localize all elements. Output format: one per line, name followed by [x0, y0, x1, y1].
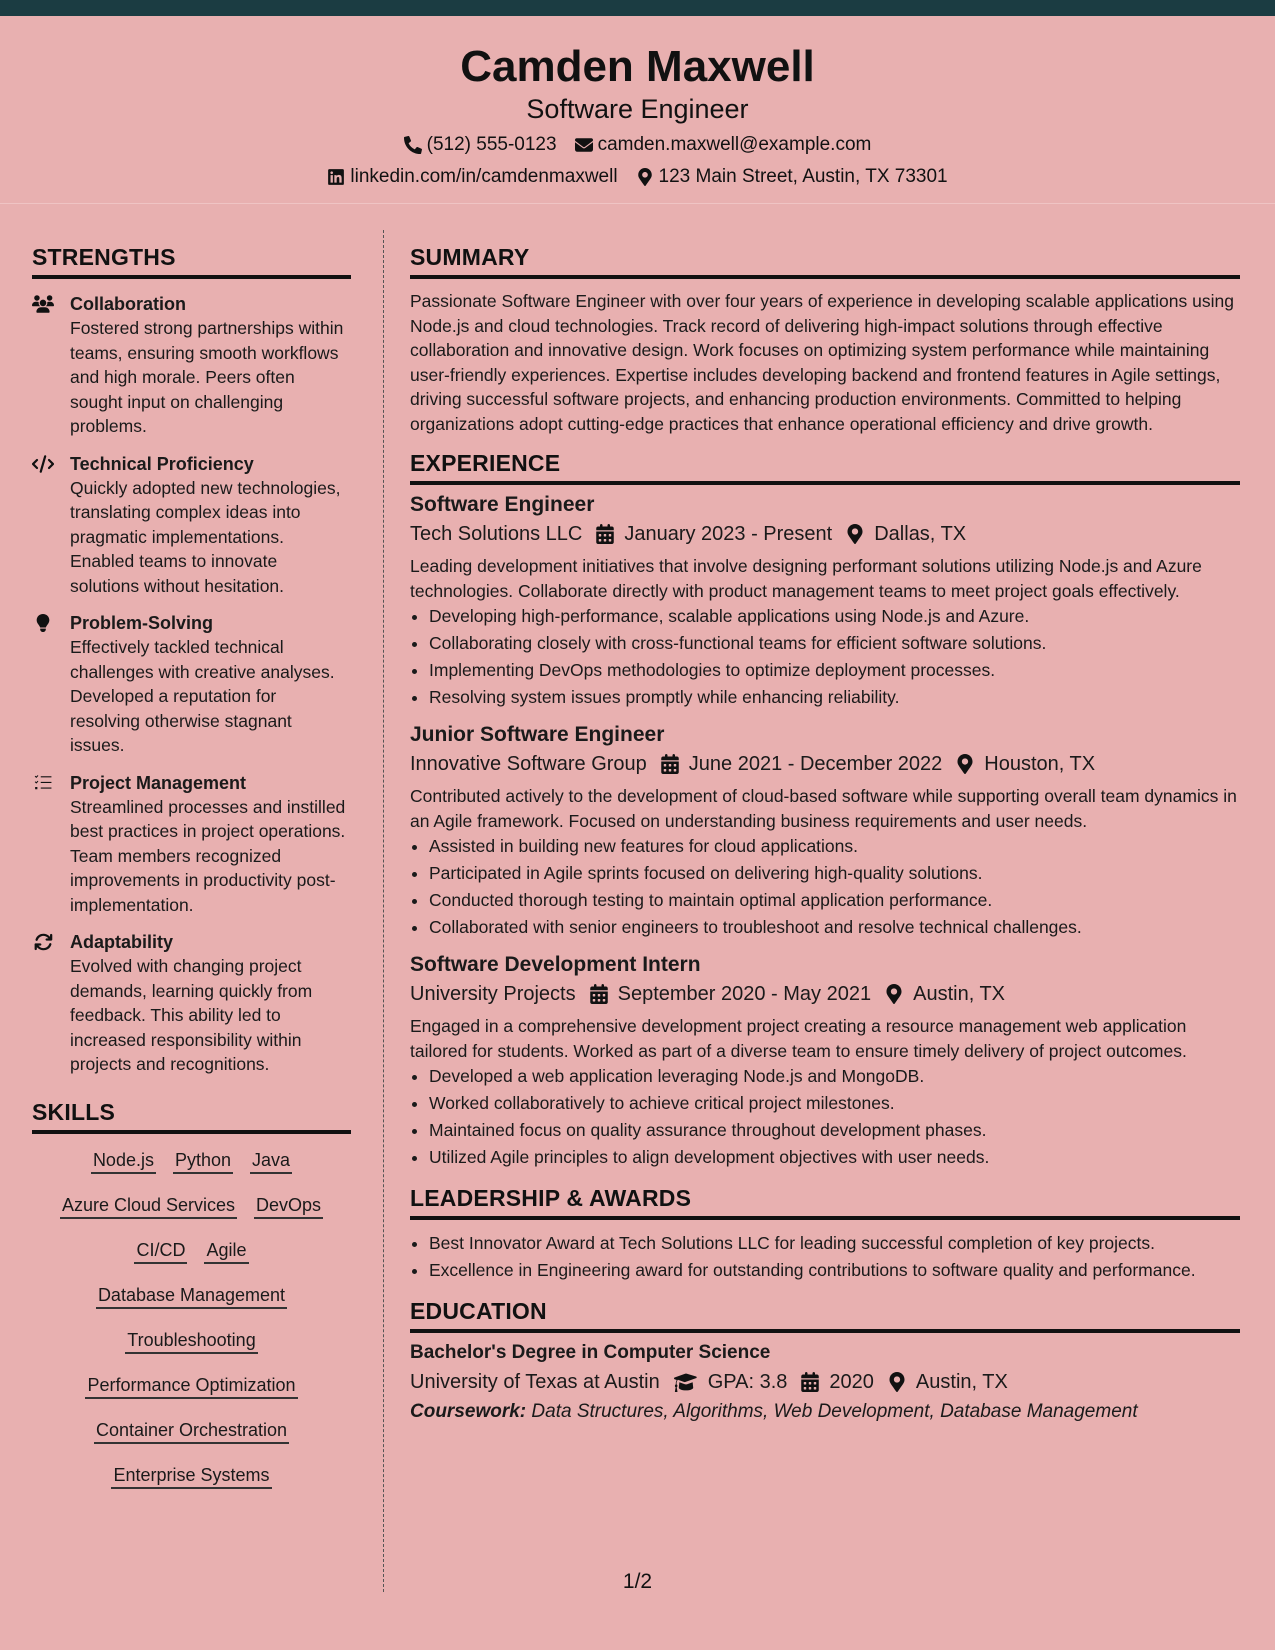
skill-tag: Container Orchestration: [94, 1418, 289, 1444]
header-divider: [0, 203, 1275, 204]
school-name: University of Texas at Austin: [410, 1371, 660, 1393]
skill-line: [32, 1193, 351, 1238]
skill-tag: Enterprise Systems: [111, 1463, 271, 1489]
candidate-name: Camden Maxwell: [460, 42, 815, 91]
strength-item: [32, 930, 351, 1077]
map-pin-icon: [888, 1372, 906, 1392]
award-item: • Excellence in Engineering award for outstanding contributions to software quality and performance.: [429, 1257, 1240, 1284]
strength-desc: Evolved with changing project demands, learning quickly from feedback. This ability led to increased responsibility within projects and recognitions.: [70, 956, 313, 1074]
map-pin-icon: [885, 984, 903, 1004]
contact-row-2: [0, 166, 1275, 188]
education-heading: EDUCATION: [410, 1298, 1240, 1333]
award-item: • Best Innovator Award at Tech Solutions LLC for leading successful completion of key projects.: [429, 1230, 1240, 1257]
awards-heading: LEADERSHIP & AWARDS: [410, 1185, 1240, 1220]
job-title: Software Development Intern: [410, 953, 701, 976]
strength-item: [32, 771, 351, 918]
skill-tag: Azure Cloud Services: [60, 1193, 237, 1219]
skill-tag: DevOps: [254, 1193, 323, 1219]
job-title: Software Engineer: [410, 493, 595, 516]
calendar-icon: [801, 1372, 819, 1392]
skill-tag: Troubleshooting: [125, 1328, 257, 1354]
candidate-title: Software Engineer: [526, 94, 749, 124]
coursework-label: Coursework:: [410, 1401, 527, 1422]
job-description: Engaged in a comprehensive development project creating a resource management web application tailored for students. Worked as part of a diverse team to ensure timely delivery of project outcomes.: [410, 1016, 1187, 1061]
job-bullet: • Collaborated with senior engineers to troubleshoot and resolve technical challenges.: [429, 914, 1240, 941]
strength-item: [32, 292, 351, 439]
experience-heading: EXPERIENCE: [410, 450, 1240, 485]
job-description: Leading development initiatives that involve designing performant solutions utilizing Node.js and Azure technologies. Collaborate directly with product management teams to meet project goals effectively.: [410, 556, 1202, 601]
right-column: [410, 244, 1240, 1427]
strengths-heading: STRENGTHS: [32, 244, 351, 279]
strength-item: [32, 611, 351, 758]
skill-tag: Database Management: [96, 1283, 287, 1309]
education-meta: [410, 1367, 1240, 1397]
degree-title: Bachelor's Degree in Computer Science: [410, 1342, 771, 1363]
calendar-icon: [661, 754, 679, 774]
graduation-cap-icon: [674, 1372, 698, 1392]
job-title: Junior Software Engineer: [410, 723, 665, 746]
job-entry: [410, 491, 1240, 711]
email-contact[interactable]: [575, 134, 872, 156]
email-text: camden.maxwell@example.com: [597, 134, 872, 155]
strength-desc: Fostered strong partnerships within teams, ensuring smooth workflows and high morale. Peers often sought input on challenging problems.: [70, 318, 344, 436]
left-column: [32, 244, 351, 1508]
skill-line: [32, 1238, 351, 1283]
job-location: Houston, TX: [984, 753, 1096, 775]
tasks-icon: [32, 774, 54, 792]
skills-heading: SKILLS: [32, 1099, 351, 1134]
envelope-icon: [575, 136, 593, 154]
skill-line: [32, 1283, 351, 1328]
map-pin-icon: [636, 168, 654, 186]
company-name: Tech Solutions LLC: [410, 523, 583, 545]
phone-text: (512) 555-0123: [426, 134, 557, 155]
job-bullet: • Assisted in building new features for cloud applications.: [429, 833, 1240, 860]
linkedin-text: linkedin.com/in/camdenmaxwell: [350, 166, 618, 187]
coursework-text: Data Structures, Algorithms, Web Development, Database Management: [531, 1401, 1138, 1422]
job-meta: [410, 749, 1240, 779]
address-text: 123 Main Street, Austin, TX 73301: [658, 166, 948, 187]
job-dates: September 2020 - May 2021: [617, 983, 872, 1005]
job-location: Dallas, TX: [874, 523, 967, 545]
strength-desc: Streamlined processes and instilled best practices in project operations. Team members recognized improvements in productivity post-implementation.: [70, 796, 346, 915]
skill-line: [32, 1148, 351, 1193]
job-meta: [410, 979, 1240, 1009]
company-name: Innovative Software Group: [410, 753, 647, 775]
job-bullet: • Participated in Agile sprints focused on delivering high-quality solutions.: [429, 860, 1240, 887]
skill-tag: CI/CD: [134, 1238, 187, 1264]
phone-icon: [404, 136, 422, 154]
sync-icon: [32, 933, 54, 951]
lightbulb-icon: [32, 614, 54, 632]
company-name: University Projects: [410, 983, 576, 1005]
job-dates: June 2021 - December 2022: [688, 753, 943, 775]
skill-line: [32, 1328, 351, 1373]
strength-item: [32, 452, 351, 599]
skill-tag: Java: [250, 1148, 292, 1174]
job-bullet: • Conducted thorough testing to maintain optimal application performance.: [429, 887, 1240, 914]
calendar-icon: [590, 984, 608, 1004]
job-bullet: • Collaborating closely with cross-functional teams for efficient software solutions.: [429, 630, 1240, 657]
job-bullets: [429, 1063, 1240, 1171]
address-contact: [636, 166, 948, 188]
map-pin-icon: [956, 754, 974, 774]
job-meta: [410, 519, 1240, 549]
school-location: Austin, TX: [915, 1371, 1008, 1393]
job-bullet: • Implementing DevOps methodologies to optimize deployment processes.: [429, 657, 1240, 684]
job-bullet: • Resolving system issues promptly while enhancing reliability.: [429, 684, 1240, 711]
top-bar: [0, 0, 1275, 16]
skill-tag: Agile: [204, 1238, 248, 1264]
map-pin-icon: [846, 524, 864, 544]
strength-name: Problem-Solving: [70, 613, 214, 633]
skill-tag: Python: [173, 1148, 233, 1174]
users-icon: [32, 295, 54, 313]
linkedin-icon: [327, 168, 345, 186]
strength-desc: Effectively tackled technical challenges with creative analyses. Developed a reputation for resolving otherwise stagnant issues.: [70, 637, 335, 755]
calendar-icon: [596, 524, 614, 544]
experience-list: [410, 491, 1240, 1171]
job-location: Austin, TX: [913, 983, 1006, 1005]
summary-heading: SUMMARY: [410, 244, 1240, 279]
skill-tag: Node.js: [91, 1148, 156, 1174]
job-dates: January 2023 - Present: [624, 523, 833, 545]
column-divider: [383, 230, 384, 1592]
job-description: Contributed actively to the development of cloud-based software while supporting overall team dynamics in an Agile framework. Focused on understanding business requirements and user needs.: [410, 786, 1237, 831]
grad-year: 2020: [829, 1371, 874, 1393]
job-entry: [410, 951, 1240, 1171]
skill-tag: Performance Optimization: [85, 1373, 297, 1399]
summary-text: Passionate Software Engineer with over four years of experience in developing scalable applications using Node.js and cloud technologies. Track record of delivering high-impact solutions through effective collaboration and innovative design. Work focuses on optimizing system performance while maintaining user-friendly experiences. Expertise includes developing backend and frontend features in Agile settings, driving successful software projects, and enhancing production environments. Committed to helping organizations adopt cutting-edge practices that enhance operational efficiency and drive growth.: [410, 291, 1234, 434]
contact-row: [0, 134, 1275, 156]
strength-desc: Quickly adopted new technologies, translating complex ideas into pragmatic implementations. Enabled teams to innovate solutions without hesitation.: [70, 477, 341, 596]
job-bullets: [429, 833, 1240, 941]
strength-name: Collaboration: [70, 294, 186, 314]
page-number: 1/2: [622, 1570, 653, 1593]
strength-name: Project Management: [70, 772, 247, 793]
strength-name: Technical Proficiency: [70, 453, 254, 474]
linkedin-contact[interactable]: [327, 166, 617, 188]
job-bullet: • Worked collaboratively to achieve critical project milestones.: [429, 1090, 1240, 1117]
strength-name: Adaptability: [70, 932, 174, 952]
coursework: [410, 1397, 1240, 1427]
job-bullet: • Utilized Agile principles to align development objectives with user needs.: [429, 1144, 1240, 1171]
skill-line: [32, 1463, 351, 1508]
code-icon: [32, 455, 54, 473]
skill-line: [32, 1373, 351, 1418]
resume-header: [0, 16, 1275, 204]
job-bullets: [429, 603, 1240, 711]
skills-list: [32, 1148, 351, 1508]
awards-list: [429, 1230, 1240, 1284]
job-bullet: • Maintained focus on quality assurance throughout development phases.: [429, 1117, 1240, 1144]
job-entry: [410, 721, 1240, 941]
skill-line: [32, 1418, 351, 1463]
job-bullet: • Developed a web application leveraging Node.js and MongoDB.: [429, 1063, 1240, 1090]
phone-contact[interactable]: [404, 134, 557, 156]
job-bullet: • Developing high-performance, scalable applications using Node.js and Azure.: [429, 603, 1240, 630]
gpa-text: GPA: 3.8: [707, 1371, 788, 1393]
